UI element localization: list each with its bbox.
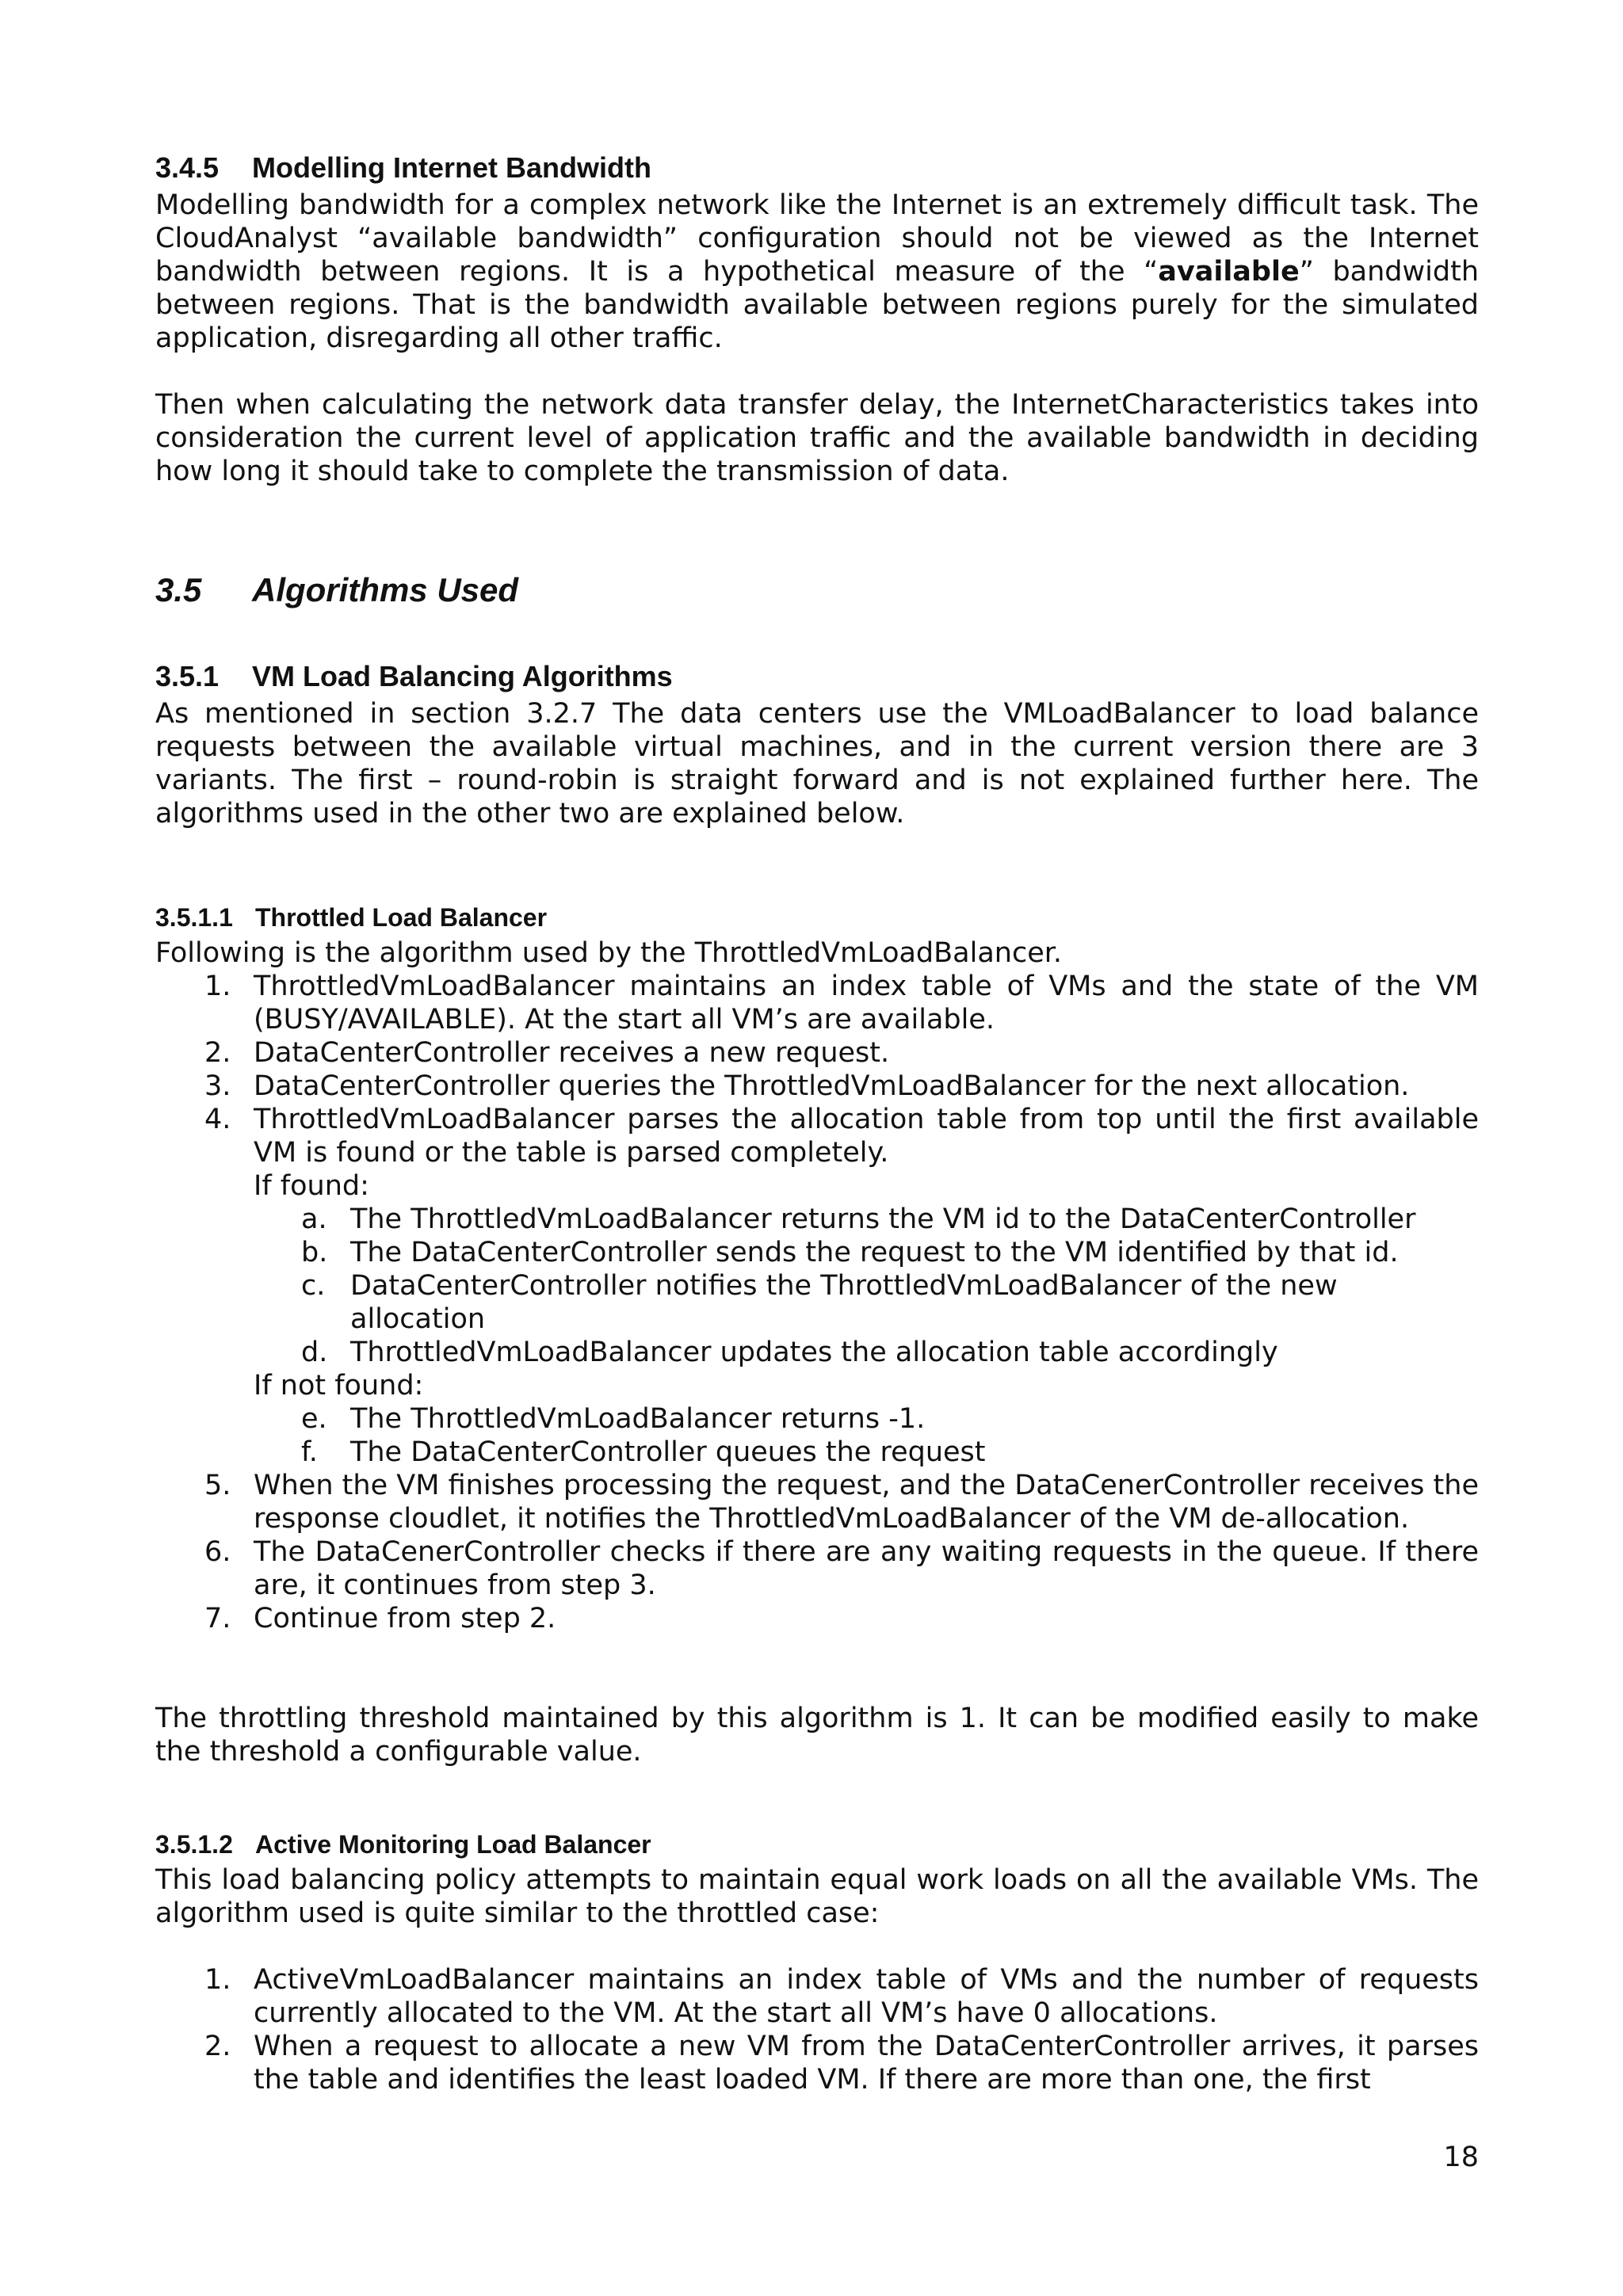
list-marker: b. — [301, 1237, 328, 1268]
list-item-text: ThrottledVmLoadBalancer updates the allocation table accordingly — [350, 1337, 1278, 1368]
list-marker: 3. — [204, 1070, 231, 1102]
section-title: Active Monitoring Load Balancer — [255, 1830, 651, 1859]
list-item — [155, 1070, 1479, 1103]
section-title: Throttled Load Balancer — [255, 903, 548, 932]
list-item-text: The DataCenerController checks if there are any waiting requests in the queue. If there are, it continues from step 3. — [254, 1536, 1479, 1601]
list-item — [155, 1602, 1479, 1635]
section-heading-3-5-1-2 — [155, 1829, 1479, 1860]
list-marker: 7. — [204, 1603, 231, 1634]
page-number: 18 — [1443, 2142, 1479, 2173]
list-item-text: DataCenterController notifies the ThrottledVmLoadBalancer of the new allocation — [350, 1270, 1338, 1335]
section-heading-3-5-1-1 — [155, 902, 1479, 933]
list-marker: a. — [301, 1203, 327, 1235]
throttled-steps-list-continued — [155, 1469, 1479, 1635]
text-run: Modelling bandwidth for a complex network like the Internet is an extremely difficult task. The CloudAnalyst “available bandwidth” configuration should not be viewed as the Internet bandwidth between regions. It is a hypothetical measure of the “ — [155, 189, 1479, 288]
list-marker: 2. — [204, 1037, 231, 1069]
list-item-text: Continue from step 2. — [254, 1603, 556, 1634]
list-item — [155, 970, 1479, 1036]
paragraph-bandwidth-delay: Then when calculating the network data transfer delay, the InternetCharacteristics takes into consideration the current level of application traffic and the available bandwidth in deciding how long it should take to complete the transmission of data. — [155, 389, 1479, 487]
section-heading-3-4-5 — [155, 151, 1479, 185]
list-item — [155, 1269, 1479, 1336]
section-title: VM Load Balancing Algorithms — [252, 660, 673, 692]
section-heading-3-5 — [155, 570, 1479, 610]
section-title: Algorithms Used — [252, 571, 519, 608]
bold-term: available — [1158, 256, 1300, 288]
section-number: 3.5.1.2 — [155, 1830, 233, 1859]
condition-if-found: If found: — [254, 1170, 369, 1202]
condition-if-not-found: If not found: — [254, 1370, 424, 1402]
list-item-text: DataCenterController queries the ThrottledVmLoadBalancer for the next allocation. — [254, 1070, 1410, 1102]
section-number: 3.4.5 — [155, 151, 220, 184]
list-marker: 1. — [204, 1964, 231, 1996]
list-item-text: When a request to allocate a new VM from the DataCenterController arrives, it parses the table and identifies the least loaded VM. If there are more than one, the first — [254, 2031, 1479, 2096]
section-number: 3.5.1 — [155, 660, 220, 692]
paragraph-bandwidth-intro — [155, 189, 1479, 355]
list-item — [155, 1535, 1479, 1602]
list-item — [155, 1469, 1479, 1535]
notfound-substeps-list — [155, 1402, 1479, 1469]
throttled-steps-list — [155, 970, 1479, 1169]
paragraph-throttled-intro: Following is the algorithm used by the ThrottledVmLoadBalancer. — [155, 937, 1063, 969]
list-item-text: ThrottledVmLoadBalancer parses the allocation table from top until the first available VM is found or the table is parsed completely. — [254, 1104, 1479, 1169]
paragraph-active-monitoring-intro: This load balancing policy attempts to maintain equal work loads on all the available VMs. The algorithm used is quite similar to the throttled case: — [155, 1864, 1479, 1929]
list-item-text: The ThrottledVmLoadBalancer returns -1. — [350, 1403, 926, 1435]
list-marker: e. — [301, 1403, 327, 1435]
list-item — [155, 1203, 1479, 1236]
section-title: Modelling Internet Bandwidth — [252, 151, 651, 184]
section-number: 3.5.1.1 — [155, 903, 233, 932]
list-item — [155, 1336, 1479, 1369]
found-substeps-list — [155, 1203, 1479, 1369]
list-item-text: DataCenterController receives a new request. — [254, 1037, 890, 1069]
text-run: ” bandwidth between regions. That is the bandwidth available between regions purely for the simulated application, disregarding all other traffic. — [155, 256, 1479, 354]
section-number: 3.5 — [155, 571, 202, 608]
section-heading-3-5-1 — [155, 659, 1479, 694]
list-item-text: The ThrottledVmLoadBalancer returns the VM id to the DataCenterController — [350, 1203, 1416, 1235]
list-item — [155, 1036, 1479, 1070]
list-marker: 6. — [204, 1536, 231, 1568]
list-item — [155, 1402, 1479, 1436]
list-marker: 5. — [204, 1470, 231, 1501]
paragraph-vm-load-balancing: As mentioned in section 3.2.7 The data centers use the VMLoadBalancer to load balance requests between the available virtual machines, and in the current version there are 3 variants. The first – round-robin is straight forward and is not explained further here. The algorithms used in the other two are explained below. — [155, 698, 1479, 830]
list-marker: 4. — [204, 1104, 231, 1135]
list-item-text: The DataCenterController sends the request to the VM identified by that id. — [350, 1237, 1399, 1268]
list-item-text: ThrottledVmLoadBalancer maintains an index table of VMs and the state of the VM (BUSY/AVAILABLE). At the start all VM’s are available. — [254, 971, 1479, 1035]
list-marker: c. — [301, 1270, 326, 1302]
list-item-text: ActiveVmLoadBalancer maintains an index table of VMs and the number of requests currently allocated to the VM. At the start all VM’s have 0 allocations. — [254, 1964, 1479, 2029]
list-item-text: When the VM finishes processing the request, and the DataCenerController receives the response cloudlet, it notifies the ThrottledVmLoadBalancer of the VM de-allocation. — [254, 1470, 1479, 1535]
active-monitoring-steps-list — [155, 1963, 1479, 2096]
page-content — [155, 151, 1479, 2096]
list-marker: f. — [301, 1436, 318, 1468]
list-item — [155, 1436, 1479, 1469]
list-item — [155, 2030, 1479, 2096]
list-item-text: The DataCenterController queues the request — [350, 1436, 986, 1468]
list-marker: 1. — [204, 971, 231, 1002]
list-marker: 2. — [204, 2031, 231, 2062]
list-item — [155, 1103, 1479, 1169]
paragraph-throttling-threshold: The throttling threshold maintained by this algorithm is 1. It can be modified easily to make the threshold a configurable value. — [155, 1703, 1479, 1768]
list-item — [155, 1236, 1479, 1269]
list-marker: d. — [301, 1337, 328, 1368]
list-item — [155, 1963, 1479, 2030]
